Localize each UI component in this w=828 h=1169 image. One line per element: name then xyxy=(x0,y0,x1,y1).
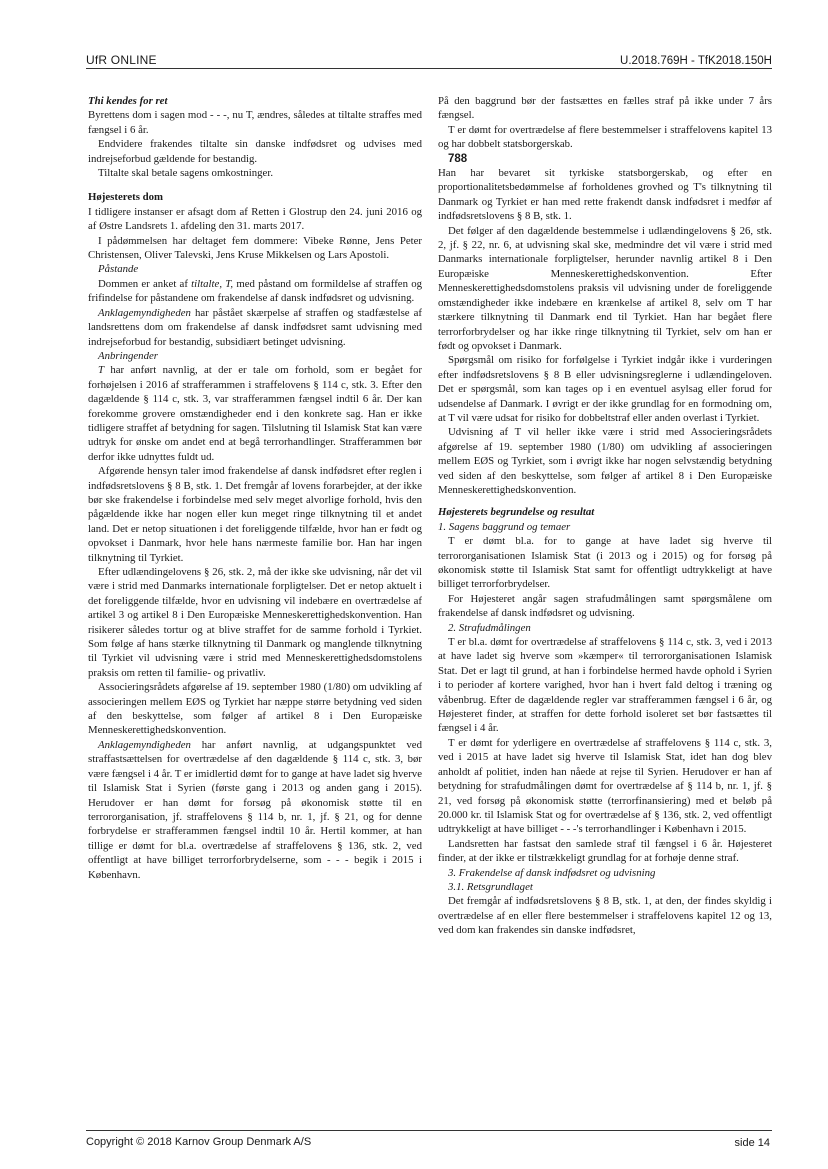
paragraph: T er bl.a. dømt for overtrædelse af straffelovens § 114 c, stk. 3, ved i 2013 at have ladet sig hverve som »kæmper« til terrororganisationen Islamisk Stat. Det er lagt til grund, at han i forbindelse hermed havde ophold i Syrien i to perioder af kortere varighed, hvor han i hvert fald deltog i træning og våbenbrug. Efter de dagældende regler var strafferammen fængsel i 6 år, og Højesteret finder, at straffen for dette forhold isoleret set bør fastsættes til fængsel i 4 år. xyxy=(438,636,772,735)
paragraph: Han har bevaret sit tyrkiske statsborgerskab, og efter en proportionalitetsbedømmelse af forholdenes grovhed og T's tilknytning til Danmark og Tyrkiet er han med rette frakendt dansk indfødsret i medfør af indfødsretslovens § 8 B, stk. 1. xyxy=(438,167,772,223)
paragraph: T er dømt for yderligere en overtrædelse af straffelovens § 114 c, stk. 3, ved i 2015 at have ladet sig hverve til Islamisk Stat, idet han dog blev anholdt af politiet, inden han nåede at rejse til Syrien. Herudover er han af betydning for strafudmålingen dømt for overtrædelse af § 114 b, nr. 1, jf. § 21, ved forsøg på økonomisk støtte (terrorfinansiering) med et beløb på 20.000 kr. til Islamisk Stat og for overtrædelse af § 136, stk. 2, ved offentligt udtrykkeligt at have billiget - - -'s terrorhandlinger i København i 2015. xyxy=(438,736,772,836)
paragraph: På den baggrund bør der fastsættes en fælles straf på ikke under 7 års fængsel. xyxy=(438,95,772,122)
paragraph: Efter udlændingelovens § 26, stk. 2, må der ikke ske udvisning, når det vil være i strid med Danmarks internationale forpligtelser. Det er netop aktuelt i det foreliggende tilfælde, hvor en udvisning vil indebære en overtrædelse af artikel 3 og artikel 8 i Den Europæiske Menneskerettighedskonvention. Han risikerer således tortur og at blive straffet for de samme forhold i Tyrkiet. Som følge af hans stærke tilknytning til Danmark og manglende tilknytning til Tyrkiet vil udvisning være i strid med Menneskerettighedsdomstolens praksis om retten til familie- og privatliv. xyxy=(88,566,422,679)
paragraph: Byrettens dom i sagen mod - - -, nu T, ændres, således at tiltalte straffes med fængsel i 6 år. xyxy=(88,109,422,136)
paragraph: Landsretten har fastsat den samlede straf til fængsel i 6 år. Højesteret finder, at der ikke er tilstrækkeligt grundlag for at forhøje denne straf. xyxy=(438,837,772,865)
paragraph: Associeringsrådets afgørelse af 19. september 1980 (1/80) om udvikling af associeringen mellem EØS og Tyrkiet har næppe større betydning ved siden af den beskyttelse, som følger af artikel 8 i Den Europæiske Menneskerettighedskonvention. xyxy=(88,681,422,737)
paragraph: T er dømt bl.a. for to gange at have ladet sig hverve til terrororganisationen Islamisk Stat (i 2013 og i 2015) og for forsøg på økonomisk støtte til Islamisk Stat samt for offentligt udtrykkeligt at have billiget terrorforbrydelser. xyxy=(438,535,772,591)
subheading: Anbringender xyxy=(98,349,158,362)
right-column xyxy=(438,94,772,938)
paragraph xyxy=(88,363,422,464)
paragraph: Det følger af den dagældende bestemmelse i udlændingelovens § 26, stk. 2, jf. § 22, nr. 6, at udvisning skal ske, medmindre det vil være i strid med Danmarks internationale forpligtelser, herunder navnlig artikel 8 i Den Europæiske Menneskerettighedskonvention. Efter Menneskerettighedsdomstolens praksis vil udvisning under de foreliggende omstændigheder ikke indebære en krænkelse af artikel 8, selv om T har stærkere tilknytning til Danmark end til Tyrkiet. Han har begået flere terrorforbrydelser og har ikke ringe tilknytning til Tyrkiet, selv om han er født og opvokset i Danmark. xyxy=(438,224,772,352)
footer-rule xyxy=(86,1130,772,1131)
paragraph xyxy=(88,306,422,349)
paragraph: Udvisning af T vil heller ikke være i strid med Associeringsrådets afgørelse af 19. september 1980 (1/80) om udvikling af associeringen mellem EØS og Tyrkiet, som i øvrigt ikke har nogen selvstændig betydning ved siden af den beskyttelse, som følger af artikel 8 i Den Europæiske Menneskerettighedskonvention. xyxy=(438,426,772,496)
paragraph xyxy=(88,277,422,306)
subheading: 2. Strafudmålingen xyxy=(448,621,531,634)
copyright-notice: Copyright © 2018 Karnov Group Denmark A/S xyxy=(86,1136,312,1148)
page-marker: 788 xyxy=(448,152,468,165)
text-run-italic: T xyxy=(98,364,105,377)
publication-name: UfR ONLINE xyxy=(86,53,157,67)
subheading: 1. Sagens baggrund og temaer xyxy=(438,520,571,533)
paragraph: For Højesteret angår sagen strafudmålingen samt spørgsmålene om frakendelse af dansk indfødsret og udvisning. xyxy=(438,592,772,620)
page-number: side 14 xyxy=(734,1137,770,1149)
paragraph: Endvidere frakendes tiltalte sin danske indfødsret og udvises med indrejseforbud gældende for bestandig. xyxy=(88,138,422,165)
paragraph: Spørgsmål om risiko for forfølgelse i Tyrkiet indgår ikke i vurderingen efter indfødsretslovens § 8 B eller udvisningsreglerne i udlændingeloven. Det er spørgsmål, som kan tages op i en eventuel asylsag eller forud for udsendelse af Danmark. I øvrigt er der ikke grundlag for en formodning om, at T vil være udsat for risiko for dobbeltstraf eller anden overlast i Tyrkiet. xyxy=(438,354,772,424)
text-run-italic: tiltalte, T, xyxy=(191,277,234,290)
header-rule xyxy=(86,68,772,69)
paragraph: I tidligere instanser er afsagt dom af Retten i Glostrup den 24. juni 2016 og af Østre Landsrets 1. afdeling den 31. marts 2017. xyxy=(88,205,422,233)
text-run: har anført navnlig, at der er tale om forhold, som er begået for forhøjelsen i 2016 af strafferammen i straffelovens § 114 c, stk. 3. Efter den dagældende § 114 c, stk. 3, var strafferammen fængsel indtil 6 år. Der kan forekomme grovere omstændigheder end i den konkrete sag. Han er ikke tidligere straffet af betydning for sagen. Tilslutning til Islamisk Stat kan være udtryk for ønske om andet end at begå terrorhandlinger. Strafferammen bør derfor ikke udnyttes fuldt ud. xyxy=(88,364,422,463)
text-run-italic: Anklagemyndigheden xyxy=(98,738,191,751)
case-reference: U.2018.769H - TfK2018.150H xyxy=(620,55,772,67)
paragraph: Tiltalte skal betale sagens omkostninger. xyxy=(98,167,274,180)
paragraph xyxy=(88,738,422,882)
paragraph: Det fremgår af indfødsretslovens § 8 B, stk. 1, at den, der findes skyldig i overtrædelse af en eller flere bestemmelser i straffelovens kapitel 12 og 13, ved dom kan frakendes sin danske indfødsret, xyxy=(438,895,772,937)
subheading: 3.1. Retsgrundlaget xyxy=(448,880,533,893)
left-column xyxy=(88,94,422,882)
text-run: med påstand om formildelse af straffen og frifindelse for påstandene om frakendelse af dansk indfødsret og udvisning. xyxy=(88,277,422,305)
subheading: 3. Frakendelse af dansk indfødsret og udvisning xyxy=(448,866,656,879)
subheading: Påstande xyxy=(98,263,139,276)
verdict-heading: Thi kendes for ret xyxy=(88,95,168,107)
text-run: har påstået skærpelse af straffen og stadfæstelse af landsrettens dom om frakendelse af dansk indfødsret samt udvisning med indrejseforbud for bestandig, subsidiært betinget udvisning. xyxy=(88,306,422,348)
paragraph: I pådømmelsen har deltaget fem dommere: Vibeke Rønne, Jens Peter Christensen, Oliver Talevski, Jens Kruse Mikkelsen og Lars Apostoli. xyxy=(88,234,422,262)
section-heading: Højesterets begrundelse og resultat xyxy=(438,506,595,519)
text-run: Dommen er anket af xyxy=(98,277,192,290)
paragraph: Afgørende hensyn taler imod frakendelse af dansk indfødsret efter reglen i indfødsretslovens § 8 B, stk. 1. Det fremgår af lovens forarbejder, at der ikke bør ske frakendelse i forbindelse med selv meget alvorlige forhold, hvis den pågældende ikke har nogen eller kun meget ringe tilknytning til et andet land. Det er netop situationen i det foreliggende tilfælde, hvor han er født og opvokset i Danmark, hvor hele hans nærmeste familie bor. Han har ingen tilknytning til Tyrkiet. xyxy=(88,465,422,564)
section-heading: Højesterets dom xyxy=(88,191,164,204)
text-run-italic: Anklagemyndigheden xyxy=(98,306,191,319)
paragraph: T er dømt for overtrædelse af flere bestemmelser i straffelovens kapitel 13 og har dobbelt statsborgerskab. xyxy=(438,123,772,151)
text-run: har anført navnlig, at udgangspunktet ved straffastsættelsen for overtrædelse af den dagældende § 114 c, stk. 3, bør være fængsel i 4 år. T er imidlertid dømt for to gange at have ladet sig hverve til Islamisk Stat i Syrien (første gang i 2013 og anden gang i 2015). Herudover er han dømt for forsøg på økonomisk støtte til en terrororganisation, jf. straffelovens § 114 b, nr. 1, jf. § 21, og for denne forbrydelse er strafferammen fængsel indtil 10 år. Hertil kommer, at han tillige er dømt for bl.a. overtrædelse af straffelovens § 136, stk. 2, ved offentligt at have billiget terrorforbrydelserne, som - - - begik i 2015 i København. xyxy=(88,738,422,881)
